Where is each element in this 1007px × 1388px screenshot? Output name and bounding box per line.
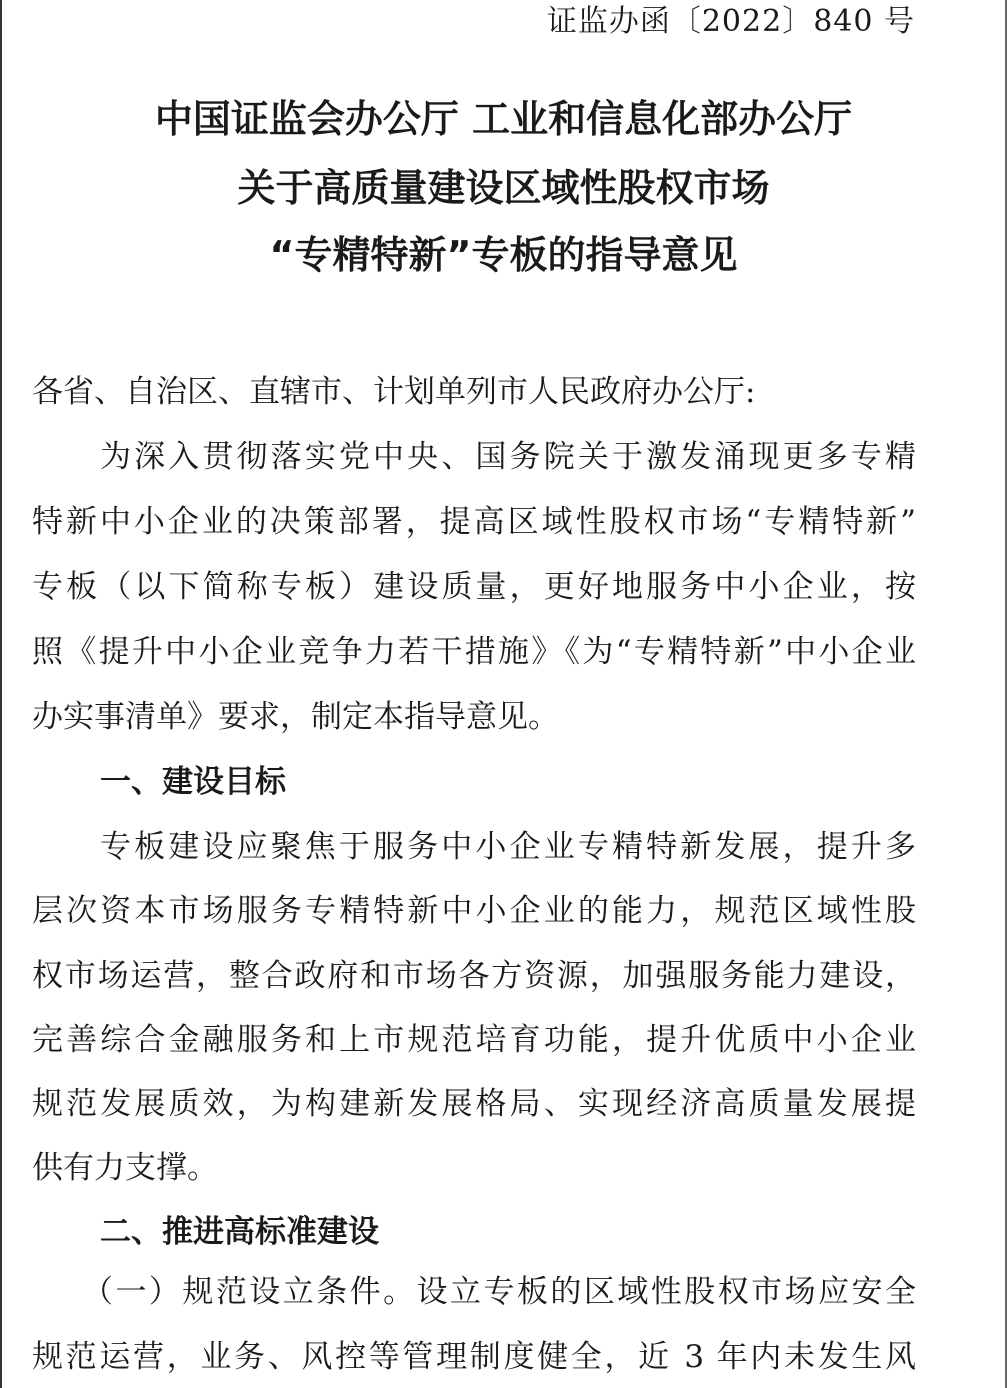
section-2-heading: 二、推进高标准建设 xyxy=(100,1214,379,1250)
section-2-line-2: 规范运营，业务、风控等管理制度健全，近 3 年内未发生风 xyxy=(32,1339,916,1375)
section-1-line-3: 权市场运营，整合政府和市场各方资源，加强服务能力建设， xyxy=(32,958,916,994)
intro-line-2: 特新中小企业的决策部署，提高区域性股权市场“专精特新” xyxy=(32,504,916,540)
section-1-heading: 一、建设目标 xyxy=(100,764,286,800)
document-number: 证监办函〔2022〕840 号 xyxy=(546,4,915,39)
intro-line-1: 为深入贯彻落实党中央、国务院关于激发涌现更多专精 xyxy=(100,439,916,475)
intro-line-4: 照《提升中小企业竞争力若干措施》《为“专精特新”中小企业 xyxy=(32,634,916,670)
intro-line-5: 办实事清单》要求，制定本指导意见。 xyxy=(32,699,559,735)
title-line-3: “专精特新”专板的指导意见 xyxy=(269,233,738,277)
title-line-2: 关于高质量建设区域性股权市场 xyxy=(237,166,770,210)
title-line-1: 中国证监会办公厅 工业和信息化部办公厅 xyxy=(154,97,853,141)
intro-line-3: 专板（以下简称专板）建设质量，更好地服务中小企业，按 xyxy=(32,569,916,605)
section-1-line-4: 完善综合金融服务和上市规范培育功能，提升优质中小企业 xyxy=(32,1022,916,1058)
section-1-line-1: 专板建设应聚焦于服务中小企业专精特新发展，提升多 xyxy=(100,829,916,865)
salutation: 各省、自治区、直辖市、计划单列市人民政府办公厅: xyxy=(32,374,756,410)
section-1-line-2: 层次资本市场服务专精特新中小企业的能力，规范区域性股 xyxy=(32,893,916,929)
section-1-line-5: 规范发展质效，为构建新发展格局、实现经济高质量发展提 xyxy=(32,1086,916,1122)
section-2-line-1: （一）规范设立条件。设立专板的区域性股权市场应安全 xyxy=(82,1274,916,1310)
section-1-line-6: 供有力支撑。 xyxy=(32,1150,218,1186)
